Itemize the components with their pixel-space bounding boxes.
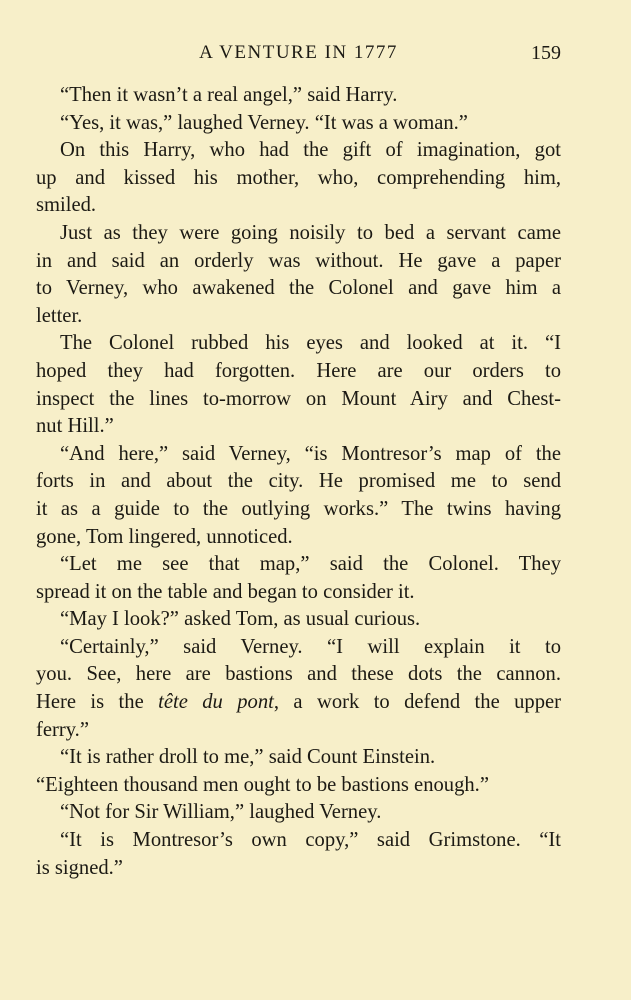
paragraph <box>36 772 561 800</box>
body-text <box>36 82 561 882</box>
text-line: “Then it wasn’t a real angel,” said Harry. <box>60 84 398 106</box>
text-line: gone, Tom lingered, unnoticed. <box>36 525 293 548</box>
text-fragment: Here is the <box>36 691 159 714</box>
text-line: forts in and about the city. He promised me to send <box>36 470 561 493</box>
text-line: you. See, here are bastions and these dots the cannon. <box>36 663 561 686</box>
paragraph <box>36 634 561 744</box>
text-line: “It is Montresor’s own copy,” said Grimstone. “It <box>60 829 561 852</box>
text-line: inspect the lines to-morrow on Mount Airy and Chest- <box>36 387 561 410</box>
text-line: The Colonel rubbed his eyes and looked at it. “I <box>60 332 561 355</box>
text-line: “Certainly,” said Verney. “I will explain it to <box>60 635 561 658</box>
text-line: “Yes, it was,” laughed Verney. “It was a woman.” <box>60 111 468 134</box>
paragraph <box>36 137 561 220</box>
page-number: 159 <box>531 42 561 64</box>
italic-phrase: tête du pont <box>158 691 274 714</box>
text-line: “And here,” said Verney, “is Montresor’s map of the <box>60 442 561 465</box>
text-line: “May I look?” asked Tom, as usual curious. <box>60 608 421 631</box>
page-header <box>36 40 561 68</box>
text-line <box>36 689 561 717</box>
paragraph <box>36 799 561 827</box>
text-line: On this Harry, who had the gift of imagination, got <box>60 139 561 162</box>
text-line: is signed.” <box>36 856 123 879</box>
text-line: nut Hill.” <box>36 415 114 438</box>
text-line: spread it on the table and began to consider it. <box>36 580 415 603</box>
text-line: “Eighteen thousand men ought to be bastions enough.” <box>36 773 489 796</box>
paragraph <box>36 441 561 551</box>
text-fragment: , a work to defend the upper <box>273 691 561 714</box>
text-line: smiled. <box>36 194 97 217</box>
paragraph <box>36 827 561 882</box>
paragraph <box>36 330 561 440</box>
paragraph <box>36 82 561 110</box>
text-line: “Let me see that map,” said the Colonel. They <box>60 553 561 576</box>
running-title: A VENTURE IN 1777 <box>199 42 398 63</box>
text-line: up and kissed his mother, who, comprehending him, <box>36 166 561 189</box>
paragraph <box>36 551 561 606</box>
paragraph <box>36 220 561 330</box>
text-line: to Verney, who awakened the Colonel and gave him a <box>36 277 561 300</box>
text-line: hoped they had forgotten. Here are our orders to <box>36 359 561 382</box>
paragraph <box>36 110 561 138</box>
paragraph <box>36 606 561 634</box>
text-line: in and said an orderly was without. He gave a paper <box>36 249 561 272</box>
text-line: “Not for Sir William,” laughed Verney. <box>60 801 382 824</box>
text-line: “It is rather droll to me,” said Count Einstein. <box>60 746 436 769</box>
text-line: Just as they were going noisily to bed a servant came <box>60 221 561 244</box>
text-line: ferry.” <box>36 718 89 741</box>
text-line: letter. <box>36 304 83 327</box>
paragraph <box>36 744 561 772</box>
text-line: it as a guide to the outlying works.” The twins having <box>36 497 561 520</box>
